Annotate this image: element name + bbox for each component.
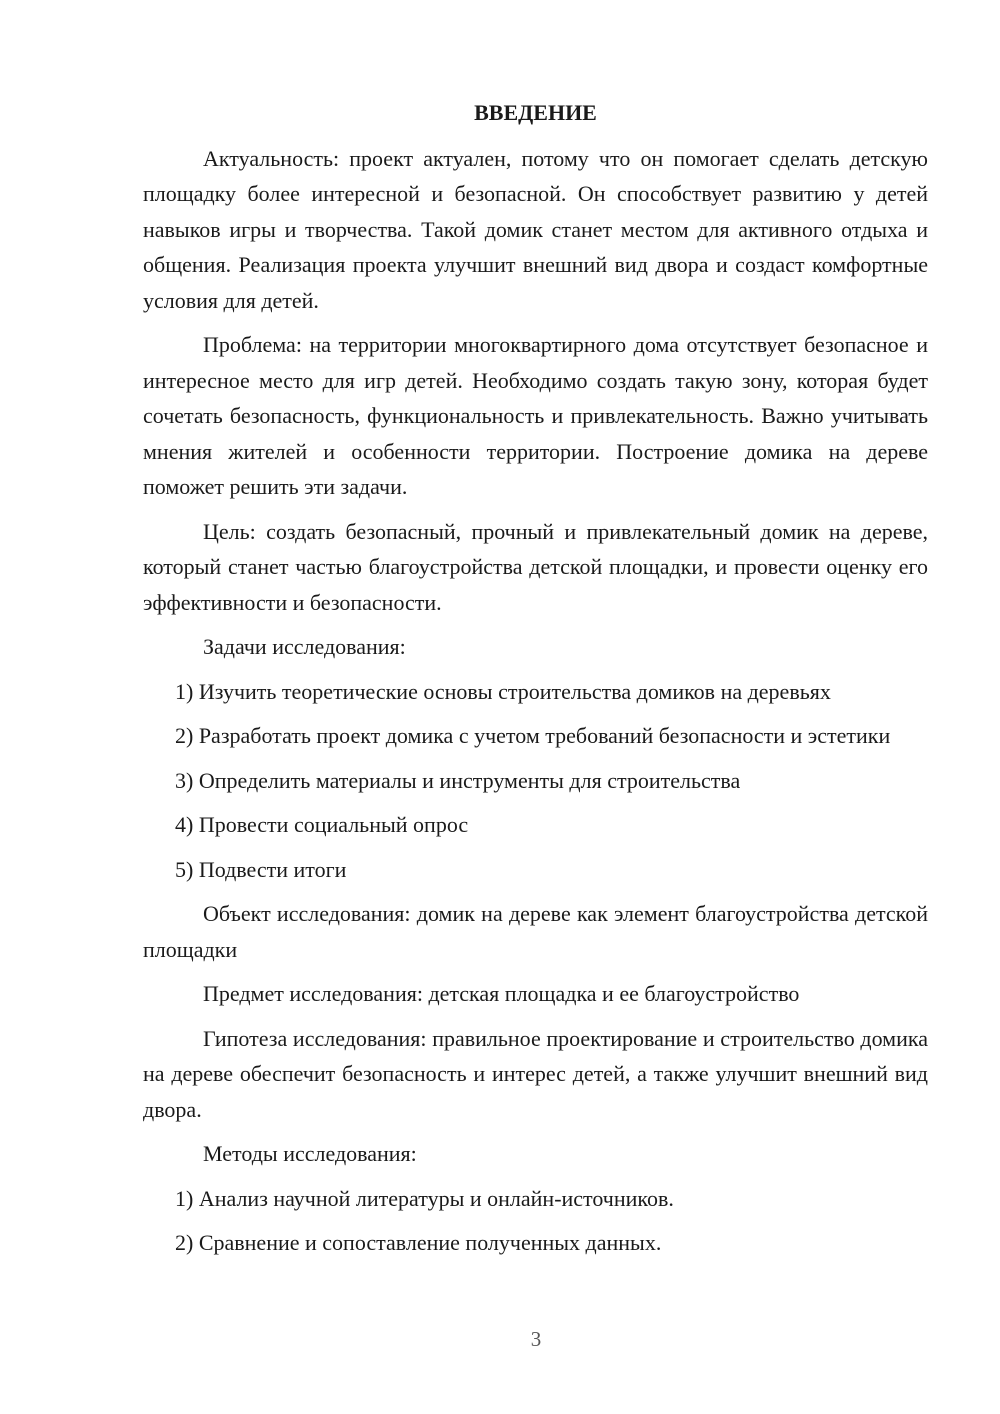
- task-item: 2) Разработать проект домика с учетом требований безопасности и эстетики: [175, 723, 891, 748]
- actuality-paragraph: Актуальность: проект актуален, потому что он помогает сделать детскую площадку более интересной и безопасной. Он способствует развитию у детей навыков игры и творчества. Такой домик станет местом для активного отдыха и общения. Реализация проекта улучшит внешний вид двора и создаст комфортные условия для детей.: [143, 145, 928, 313]
- method-item: 2) Сравнение и сопоставление полученных данных.: [175, 1230, 662, 1255]
- problem-paragraph: Проблема: на территории многоквартирного дома отсутствует безопасное и интересное место для игр детей. Необходимо создать такую зону, которая будет сочетать безопасность, функциональность и привлекательность. Важно учитывать мнения жителей и особенности территории. Построение домика на дереве поможет решить эти задачи.: [143, 332, 928, 499]
- task-item: 3) Определить материалы и инструменты для строительства: [175, 767, 741, 793]
- task-item: 5) Подвести итоги: [175, 856, 347, 882]
- method-item: 1) Анализ научной литературы и онлайн-источников.: [175, 1185, 674, 1211]
- tasks-heading: Задачи исследования:: [203, 634, 406, 659]
- hypothesis-paragraph: Гипотеза исследования: правильное проектирование и строительство домика на дереве обеспечит безопасность и интерес детей, а также улучшит внешний вид двора.: [143, 1025, 928, 1122]
- methods-heading: Методы исследования:: [203, 1141, 417, 1166]
- page-number: 3: [530, 1327, 542, 1351]
- subject-paragraph: Предмет исследования: детская площадка и ее благоустройство: [203, 981, 800, 1006]
- document-page: [143, 95, 928, 1270]
- section-heading: ВВЕДЕНИЕ: [474, 100, 597, 125]
- task-item: 1) Изучить теоретические основы строительства домиков на деревьях: [175, 678, 831, 704]
- task-item: 4) Провести социальный опрос: [175, 812, 469, 837]
- object-paragraph: Объект исследования: домик на дереве как элемент благоустройства детской площадки: [143, 901, 928, 962]
- goal-paragraph: Цель: создать безопасный, прочный и привлекательный домик на дереве, который станет частью благоустройства детской площадки, и провести оценку его эффективности и безопасности.: [143, 518, 928, 615]
